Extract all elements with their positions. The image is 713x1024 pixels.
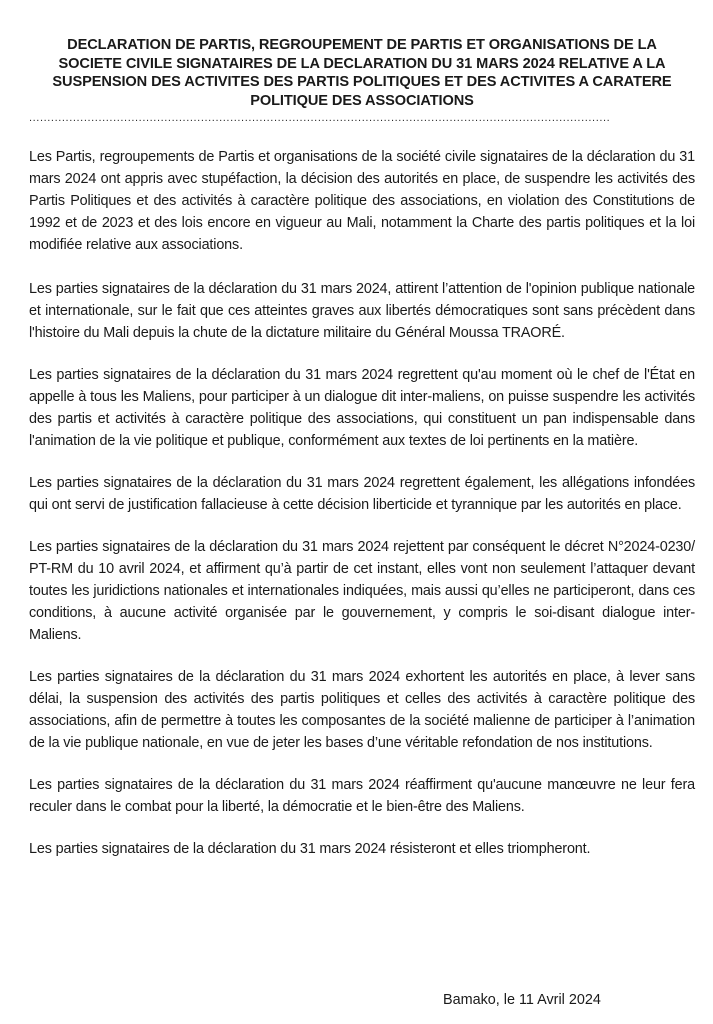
document-body <box>29 146 695 860</box>
dotted-separator: ............................................................................................................................................................... <box>29 112 611 124</box>
place-date-signature: Bamako, le 11 Avril 2024 <box>443 992 601 1008</box>
paragraph-5: Les parties signataires de la déclaration du 31 mars 2024 rejettent par conséquent le décret N°2024-0230/ PT-RM du 10 avril 2024, et affirment qu’à partir de cet instant, elles vont non seulement l’attaquer devant toutes les juridictions nationales et internationales indiquées, mais aussi qu’elles ne participeront, dans ces conditions, à aucune activité organisée par le gouvernement, y compris le soi-disant dialogue inter-Maliens. <box>29 539 695 643</box>
paragraph-1: Les Partis, regroupements de Partis et organisations de la société civile signataires de la déclaration du 31 mars 2024 ont appris avec stupéfaction, la décision des autorités en place, de suspendre les activités des Partis Politiques et des activités à caractère politique des associations, en violation des Constitutions de 1992 et de 2023 et des lois encore en vigueur au Mali, notamment la Charte des partis politiques et la loi modifiée relative aux associations. <box>29 149 695 253</box>
paragraph-7: Les parties signataires de la déclaration du 31 mars 2024 réaffirment qu'aucune manœuvre ne leur fera reculer dans le combat pour la liberté, la démocratie et le bien-être des Maliens. <box>29 777 695 815</box>
document-title: DECLARATION DE PARTIS, REGROUPEMENT DE PARTIS ET ORGANISATIONS DE LA SOCIETE CIVILE SIGNATAIRES DE LA DECLARATION DU 31 MARS 2024 RELATIVE A LA SUSPENSION DES ACTIVITES DES PARTIS POLITIQUES ET DES ACTIVITES A CARATERE POLITIQUE DES ASSOCIATIONS <box>52 37 672 109</box>
paragraph-2: Les parties signataires de la déclaration du 31 mars 2024, attirent l’attention de l'opinion publique nationale et internationale, sur le fait que ces atteintes graves aux libertés démocratiques sont sans précèdent dans l'histoire du Mali depuis la chute de la dictature militaire du Général Moussa TRAORÉ. <box>29 281 695 341</box>
paragraph-4: Les parties signataires de la déclaration du 31 mars 2024 regrettent également, les allégations infondées qui ont servi de justification fallacieuse à cette décision liberticide et tyrannique par les autorités en place. <box>29 475 695 513</box>
paragraph-3: Les parties signataires de la déclaration du 31 mars 2024 regrettent qu'au moment où le chef de l'État en appelle à tous les Maliens, pour participer à un dialogue dit inter-maliens, on puisse suspendre les activités des partis et activités à caractère politique des associations, qui constituent un pan indispensable dans l'animation de la vie politique et publique, conformément aux textes de loi pertinents en la matière. <box>29 367 695 449</box>
paragraph-8: Les parties signataires de la déclaration du 31 mars 2024 résisteront et elles triompheront. <box>29 841 591 857</box>
paragraph-6: Les parties signataires de la déclaration du 31 mars 2024 exhortent les autorités en place, à lever sans délai, la suspension des activités des partis politiques et celles des activités à caractère politique des associations, afin de permettre à toutes les composantes de la société malienne de participer à l’animation de la vie publique nationale, en vue de jeter les bases d’une véritable refondation de nos institutions. <box>29 669 695 751</box>
